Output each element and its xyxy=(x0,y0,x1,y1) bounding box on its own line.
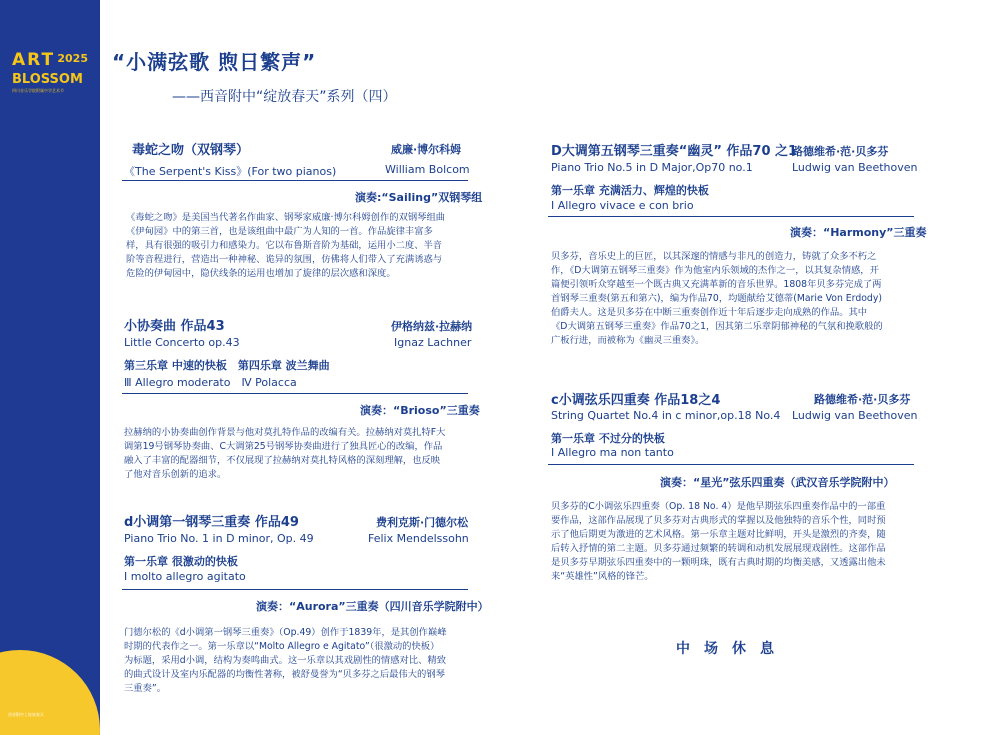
movement-en: I Allegro vivace e con brio xyxy=(551,199,694,212)
performer: 演奏：“Harmony”三重奏 xyxy=(790,226,927,239)
sidebar xyxy=(0,0,100,735)
piece-description: 贝多芬，音乐史上的巨匠，以其深邃的情感与非凡的创造力，铸就了众多不朽之 作，《D大调第五钢琴三重奏》作为他室内乐领域的杰作之一，以其复杂情感，开 篇便引领听众穿越至一个既古典又充满革新的音乐世界。1808年贝多芬完成了两 首钢琴三重奏(第五和第六)，编为作品70，均题献给艾德蒂(Marie Von Erdody) 伯爵夫人。这是贝多芬在中断三重奏创作近十年后逐步走向成熟的作品。其中 《D大调第五钢琴三重奏》作品70之1，因其第二乐章阴郁神秘的气氛和挽歌般的 广板行进，而被称为《幽灵三重奏》。 xyxy=(551,251,883,346)
composer-en: Ludwig van Beethoven xyxy=(792,409,918,422)
movement-en: I molto allegro agitato xyxy=(124,570,246,583)
piece-title-en: Piano Trio No.5 in D Major,Op70 no.1 xyxy=(551,161,753,174)
piece-title-cn: D大调第五钢琴三重奏“幽灵” 作品70 之1 xyxy=(551,144,798,159)
piece-title-en: Little Concerto op.43 xyxy=(124,336,240,349)
piece-title-cn: 毒蛇之吻（双钢琴） xyxy=(132,143,250,158)
performer: 演奏：“Brioso”三重奏 xyxy=(360,404,480,417)
festival-logo xyxy=(12,52,92,93)
divider xyxy=(122,393,468,394)
performer: 演奏:“Sailing”双钢琴组 xyxy=(355,191,483,204)
decorative-circle xyxy=(0,650,100,735)
composer-cn: 伊格纳兹·拉赫纳 xyxy=(391,320,473,333)
piece-title-en: 《The Serpent's Kiss》(For two pianos) xyxy=(124,165,337,178)
divider xyxy=(548,216,914,217)
movement-cn: 第三乐章 中速的快板 第四乐章 波兰舞曲 xyxy=(124,359,330,372)
divider xyxy=(548,464,914,465)
piece-title-en: Piano Trio No. 1 in D minor, Op. 49 xyxy=(124,532,314,545)
performer: 演奏：“Aurora”三重奏（四川音乐学院附中） xyxy=(256,600,489,613)
piece-description: 门德尔松的《d小调第一钢琴三重奏》（Op.49）创作于1839年，是其创作巅峰 时期的代表作之一。第一乐章以“Molto Allegro e Agitato”（很激动的快板） 为标题，采用d小调，结构为奏鸣曲式。这一乐章以其戏剧性的情感对比、精致 的曲式设计及室内乐配器的均衡性著称，被舒曼誉为“贝多芬之后最伟大的钢琴 三重奏”。 xyxy=(124,627,447,694)
composer-en: Ludwig van Beethoven xyxy=(792,161,918,174)
composer-cn: 威廉·博尔科姆 xyxy=(391,143,462,156)
composer-cn: 路德维希·范·贝多芬 xyxy=(814,393,911,406)
logo-line1: ART xyxy=(12,50,56,70)
piece-description: 贝多芬的C小调弦乐四重奏（Op. 18 No. 4）是他早期弦乐四重奏作品中的一部重 要作品，这部作品展现了贝多芬对古典形式的掌握以及他独特的音乐个性，同时预 示了他后期更为激进的艺术风格。第一乐章主题对比鲜明，开头是激烈的齐奏，随 后转入抒情的第二主题。贝多芬通过频繁的转调和动机发展展现戏剧性。这部作品 是贝多芬早期弦乐四重奏中的一颗明珠，既有古典时期的均衡美感，又透露出他未 来“英雄性”风格的锋芒。 xyxy=(551,501,886,582)
piece-title-cn: d小调第一钢琴三重奏 作品49 xyxy=(124,515,299,530)
divider xyxy=(122,589,468,590)
movement-en: I Allegro ma non tanto xyxy=(551,446,674,459)
movement-en: Ⅲ Allegro moderato Ⅳ Polacca xyxy=(124,376,297,389)
movement-cn: 第一乐章 不过分的快板 xyxy=(551,432,665,445)
performer: 演奏：“星光”弦乐四重奏（武汉音乐学院附中） xyxy=(660,476,895,489)
intermission-label: 中场休息 xyxy=(676,641,788,657)
piece-title-cn: 小协奏曲 作品43 xyxy=(124,319,225,334)
page-title: “小满弦歌 煦日繁声” xyxy=(112,50,317,74)
movement-cn: 第一乐章 很激动的快板 xyxy=(124,555,238,568)
composer-en: Felix Mendelssohn xyxy=(368,532,469,545)
piece-description: 拉赫纳的小协奏曲创作背景与他对莫扎特作品的改编有关。拉赫纳对莫扎特F大 调第19号钢琴协奏曲、C大调第25号钢琴协奏曲进行了独具匠心的改编，作品 融入了丰富的配器细节，不仅展现了拉赫纳对莫扎特风格的深刻理解，也反映 了他对音乐创新的追求。 xyxy=(124,427,446,480)
composer-cn: 费利克斯·门德尔松 xyxy=(376,516,469,529)
movement-cn: 第一乐章 充满活力、辉煌的快板 xyxy=(551,184,709,197)
footer-text: 西音附中 | 绽放春天 xyxy=(8,712,44,717)
piece-title-en: String Quartet No.4 in c minor,op.18 No.4 xyxy=(551,409,781,422)
piece-title-cn: c小调弦乐四重奏 作品18之4 xyxy=(551,393,721,408)
divider xyxy=(122,180,468,181)
piece-description: 《毒蛇之吻》是美国当代著名作曲家、钢琴家威廉·博尔科姆创作的双钢琴组曲 《伊甸园》中的第三首，也是该组曲中最广为人知的一首。作品旋律丰富多 样，具有很强的吸引力和感染力。它以布鲁斯音阶为基础，运用小二度、半音 阶等音程进行，营造出一种神秘、诡异的氛围，仿佛将人们带入了充满诱惑与 危险的伊甸园中，隐伏线条的运用也增加了旋律的层次感和深度。 xyxy=(126,212,446,279)
logo-year: 2025 xyxy=(57,52,88,65)
composer-en: Ignaz Lachner xyxy=(394,336,472,349)
logo-line2: BLOSSOM xyxy=(12,72,83,87)
logo-subtitle: 四川音乐学院附属中学艺术节 xyxy=(12,88,64,93)
page-subtitle: ——西音附中“绽放春天”系列（四） xyxy=(172,89,397,105)
composer-en: William Bolcom xyxy=(385,163,470,176)
composer-cn: 路德维希·范·贝多芬 xyxy=(792,145,889,158)
